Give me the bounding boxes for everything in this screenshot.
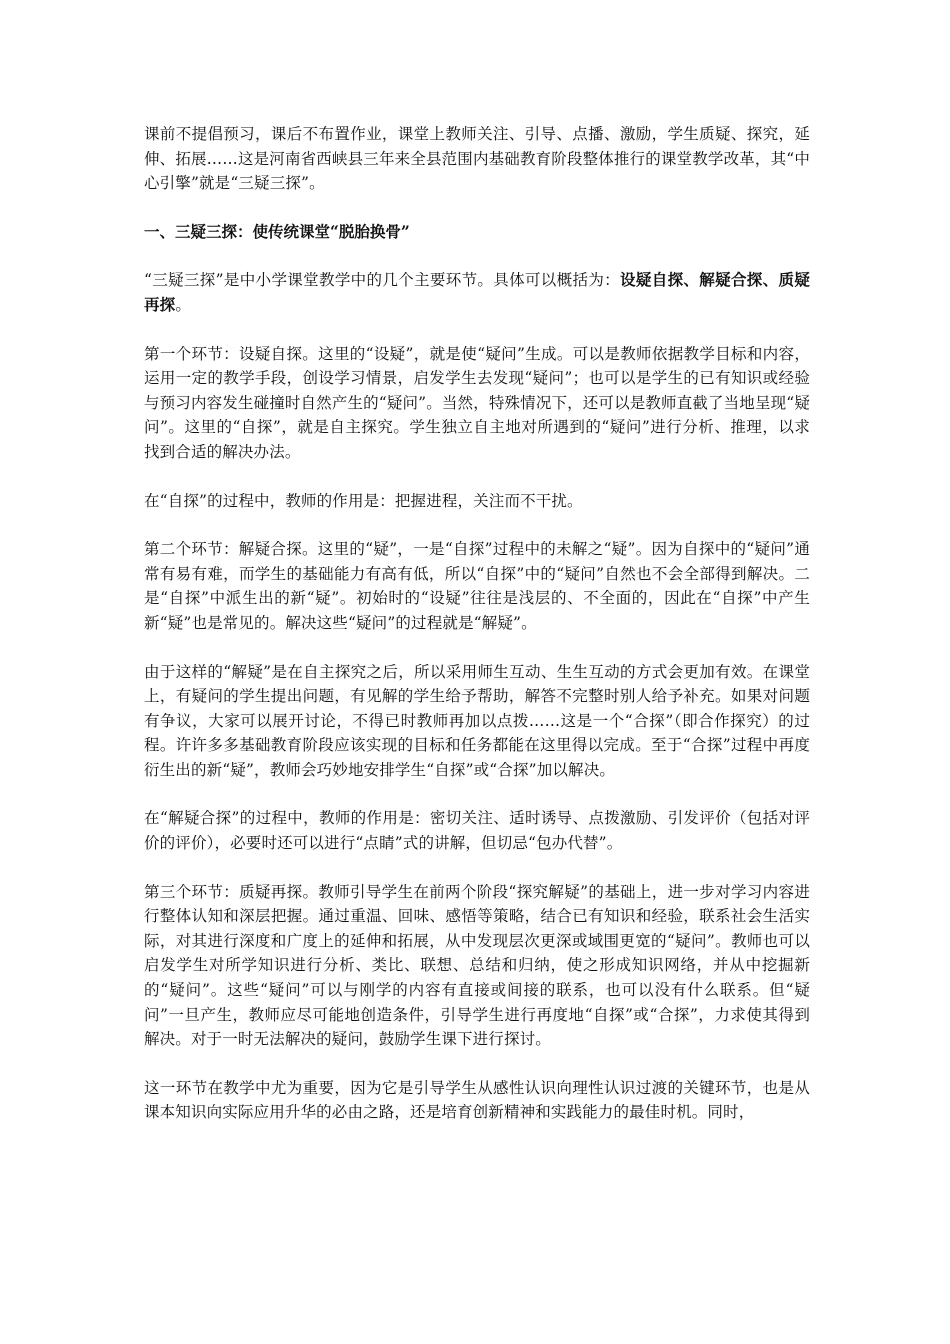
definition-paragraph — [144, 268, 810, 317]
step2-detail-paragraph: 由于这样的“解疑”是在自主探究之后，所以采用师生互动、生生互动的方式会更加有效。在课堂上，有疑问的学生提出问题，有见解的学生给予帮助，解答不完整时别人给予补充。如果对问题有争议，大家可以展开讨论，不得已时教师再加以点拨……这是一个“合探”（即合作探究）的过程。许许多多基础教育阶段应该实现的目标和任务都能在这里得以完成。至于“合探”过程中再度衍生出的新“疑”，教师会巧妙地安排学生“自探”或“合探”加以解决。 — [144, 662, 810, 779]
document-page — [144, 122, 810, 1149]
step3-importance-paragraph: 这一环节在教学中尤为重要，因为它是引导学生从感性认识向理性认识过渡的关键环节，也是从课本知识向实际应用升华的必由之路，还是培育创新精神和实践能力的最佳时机。同时， — [144, 1078, 810, 1122]
definition-bold-text: 设疑自探、解疑合探、质疑再探 — [144, 270, 810, 314]
step2-paragraph: 第二个环节：解疑合探。这里的“疑”，一是“自探”过程中的未解之“疑”。因为自探中的“疑问”通常有易有难，而学生的基础能力有高有低，所以“自探”中的“疑问”自然也不会全部得到解决。二是“自探”中派生出的新“疑”。初始时的“设疑”往往是浅层的、不全面的，因此在“自探”中产生新“疑”也是常见的。解决这些“疑问”的过程就是“解疑”。 — [144, 540, 810, 632]
step1-paragraph: 第一个环节：设疑自探。这里的“设疑”，就是使“疑问”生成。可以是教师依据教学目标和内容，运用一定的教学手段，创设学习情景，启发学生去发现“疑问”；也可以是学生的已有知识或经验与预习内容发生碰撞时自然产生的“疑问”。当然，特殊情况下，还可以是教师直截了当地呈现“疑问”。这里的“自探”，就是自主探究。学生独立自主地对所遇到的“疑问”进行分析、推理，以求找到合适的解决办法。 — [144, 344, 810, 461]
step3-paragraph: 第三个环节：质疑再探。教师引导学生在前两个阶段“探究解疑”的基础上，进一步对学习内容进行整体认知和深层把握。通过重温、回味、感悟等策略，结合已有知识和经验，联系社会生活实际，对其进行深度和广度上的延伸和拓展，从中发现层次更深或域围更宽的“疑问”。教师也可以启发学生对所学知识进行分析、类比、联想、总结和归纳，使之形成知识网络，并从中挖掘新的“疑问”。这些“疑问”可以与刚学的内容有直接或间接的联系，也可以没有什么联系。但“疑问”一旦产生，教师应尽可能地创造条件，引导学生进行再度地“自探”或“合探”，力求使其得到解决。对于一时无法解决的疑问，鼓励学生课下进行探讨。 — [144, 882, 810, 1049]
step2-role-paragraph: 在“解疑合探”的过程中，教师的作用是：密切关注、适时诱导、点拨激励、引发评价（包括对评价的评价），必要时还可以进行“点睛”式的讲解，但切忌“包办代替”。 — [144, 809, 810, 853]
step1-role-paragraph: 在“自探”的过程中，教师的作用是：把握进程，关注而不干扰。 — [144, 491, 583, 510]
definition-text: “三疑三探”是中小学课堂教学中的几个主要环节。具体可以概括为： — [144, 271, 621, 290]
intro-paragraph: 课前不提倡预习，课后不布置作业，课堂上教师关注、引导、点播、激励，学生质疑、探究，延伸、拓展……这是河南省西峡县三年来全县范围内基础教育阶段整体推行的课堂教学改革，其“中心引擎”就是“三疑三探”。 — [144, 125, 810, 193]
section-heading: 一、三疑三探：使传统课堂“脱胎换骨” — [144, 221, 410, 241]
definition-end: 。 — [175, 295, 191, 314]
